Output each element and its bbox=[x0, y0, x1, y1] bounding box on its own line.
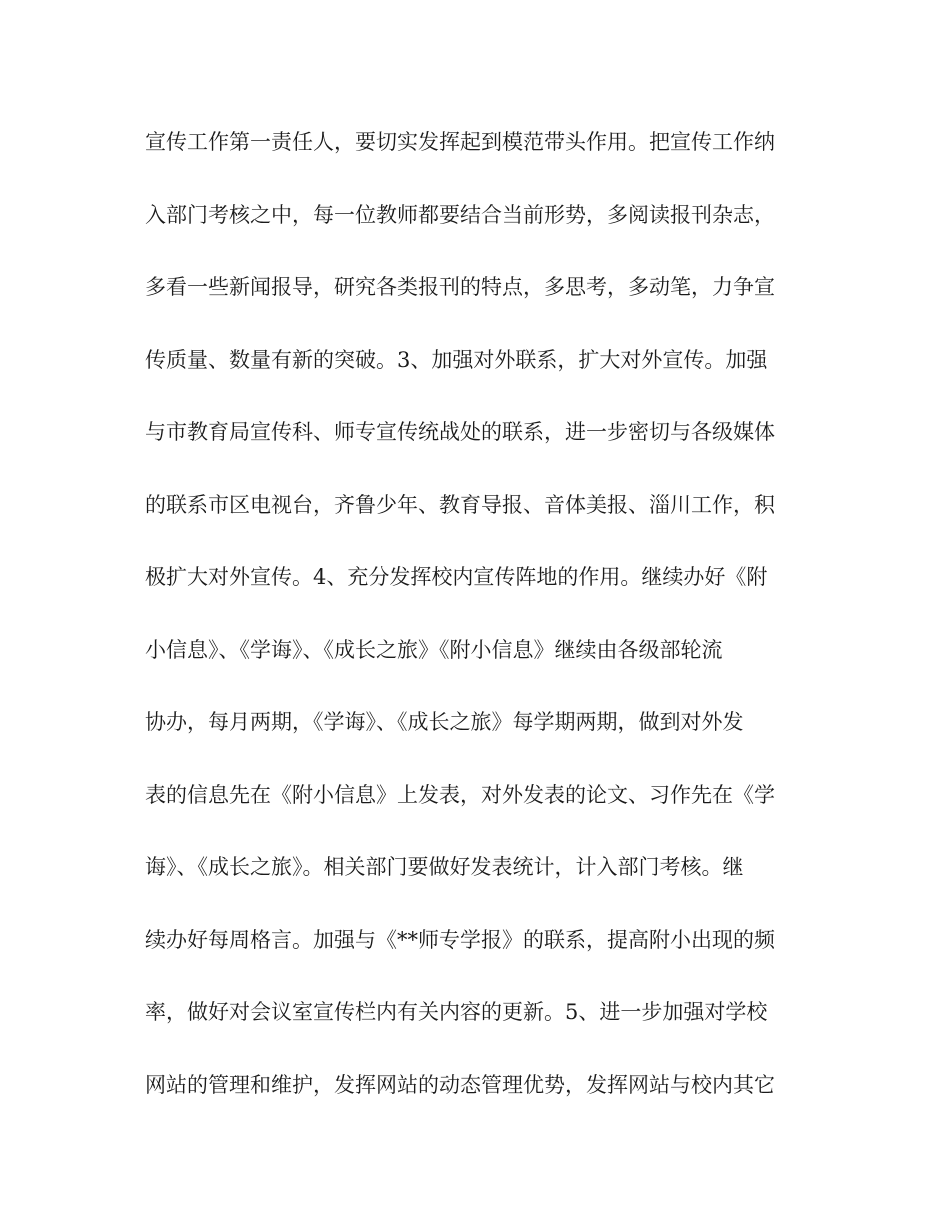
body-text bbox=[145, 118, 805, 1133]
text-line: 与市教育局宣传科、师专宣传统战处的联系，进一步密切与各级媒体 bbox=[145, 420, 775, 444]
text-line: 宣传工作第一责任人，要切实发挥起到模范带头作用。把宣传工作纳 bbox=[145, 130, 775, 154]
text-line: 的联系市区电视台，齐鲁少年、教育导报、音体美报、淄川工作，积 bbox=[145, 492, 775, 517]
text-line: 多看一些新闻报导，研究各类报刊的特点，多思考，多动笔，力争宣 bbox=[145, 275, 775, 299]
text-line: 小信息》、《学诲》、《成长之旅》《附小信息》继续由各级部轮流 bbox=[145, 637, 723, 662]
text-line: 极扩大对外宣传。4、充分发挥校内宣传阵地的作用。继续办好《附 bbox=[145, 565, 768, 589]
text-line: 率，做好对会议室宣传栏内有关内容的更新。5、进一步加强对学校 bbox=[145, 1000, 768, 1024]
text-line: 入部门考核之中，每一位教师都要结合当前形势，多阅读报刊杂志， bbox=[145, 202, 775, 227]
text-line: 续办好每周格言。加强与《**师专学报》的联系，提高附小出现的频 bbox=[145, 927, 775, 952]
text-line: 表的信息先在《附小信息》上发表，对外发表的论文、习作先在《学 bbox=[145, 782, 775, 807]
text-line: 协办，每月两期，《学诲》、《成长之旅》每学期两期，做到对外发 bbox=[145, 710, 744, 734]
text-line: 网站的管理和维护，发挥网站的动态管理优势，发挥网站与校内其它 bbox=[145, 1072, 775, 1097]
text-line: 诲》、《成长之旅》。相关部门要做好发表统计，计入部门考核。继 bbox=[145, 855, 744, 879]
text-line: 传质量、数量有新的突破。3、加强对外联系，扩大对外宣传。加强 bbox=[145, 347, 768, 372]
